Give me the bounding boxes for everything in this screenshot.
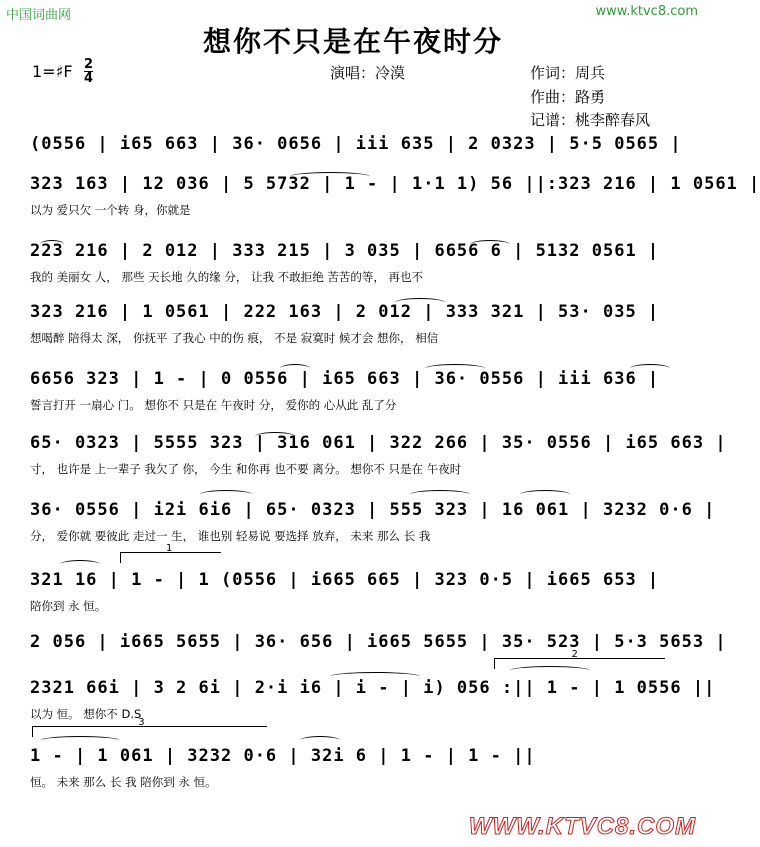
tie-mark [470, 240, 510, 249]
tie-mark [395, 298, 445, 307]
volta-ending-3: 3 [32, 726, 267, 737]
lyrics-line: 以为 爱只欠 一个转 身，你就是 [30, 203, 191, 217]
site-url-right: www.ktvc8.com [595, 4, 698, 19]
site-watermark: WWW.KTVC8.COM [468, 813, 696, 840]
tie-mark [425, 364, 485, 373]
key-signature: 1=♯F [32, 62, 73, 81]
notation-line: 2321 66i | 3 2 6i | 2·i i6 | i - | i) 056 :|| 1 - | 1 0556 || [30, 678, 716, 698]
time-signature-top: 2 [84, 57, 94, 72]
notation-line: 223 216 | 2 012 | 333 215 | 3 035 | 6656 6 | 5132 0561 | [30, 241, 660, 261]
time-signature-bottom: 4 [84, 71, 94, 86]
site-name-left: 中国词曲网 [6, 8, 72, 23]
lyrics-line: 想喝醉 陪得太 深， 你抚平 了我心 中的伤 痕， 不是 寂寞时 候才会 想你， 相信 [30, 331, 439, 345]
notation-line: 36· 0556 | i2i 6i6 | 65· 0323 | 555 323 | 16 061 | 3232 0·6 | [30, 500, 716, 520]
transcriber-credit: 记谱：桃李醉春风 [530, 111, 651, 129]
tie-mark [40, 240, 64, 249]
volta-ending-1: 1 [120, 552, 221, 563]
tie-mark [280, 364, 310, 373]
tie-mark [200, 490, 252, 499]
notation-line: 1 - | 1 061 | 3232 0·6 | 32i 6 | 1 - | 1 - || [30, 746, 536, 766]
lyricist-credit: 作词：周兵 [530, 64, 606, 82]
tie-mark [300, 736, 340, 745]
lyrics-line: 恒。 未来 那么 长 我 陪你到 永 恒。 [30, 775, 217, 789]
notation-line: (0556 | i65 663 | 36· 0656 | iii 635 | 2 0323 | 5·5 0565 | [30, 134, 682, 154]
notation-line: 2 056 | i665 5655 | 36· 656 | i665 5655 | 35· 523 | 5·3 5653 | [30, 632, 727, 652]
singer-credit: 演唱：冷漠 [330, 64, 406, 82]
notation-line: 65· 0323 | 5555 323 | 316 061 | 322 266 | 35· 0556 | i65 663 | [30, 433, 727, 453]
notation-line: 6656 323 | 1 - | 0 0556 | i65 663 | 36· 0556 | iii 636 | [30, 369, 660, 389]
notation-line: 323 163 | 12 036 | 5 5732 | 1 - | 1·1 1) 56 ||:323 216 | 1 0561 | [30, 174, 760, 194]
tie-mark [255, 432, 295, 441]
notation-line: 323 216 | 1 0561 | 222 163 | 2 012 | 333 321 | 53· 035 | [30, 302, 660, 322]
lyrics-line: 分， 爱你就 要彼此 走过一 生， 谁也别 轻易说 要选择 放弃， 未来 那么 长 我 [30, 529, 431, 543]
tie-mark [40, 736, 120, 745]
lyrics-line: 陪你到 永 恒。 [30, 599, 107, 613]
tie-mark [60, 560, 100, 569]
lyrics-line: 寸， 也许是 上一辈子 我欠了 你， 今生 和你再 也不要 离分。 想你不 只是在 午夜时 [30, 462, 462, 476]
song-title: 想你不只是在午夜时分 [202, 25, 503, 58]
notation-line: 321 16 | 1 - | 1 (0556 | i665 665 | 323 0·5 | i665 653 | [30, 570, 660, 590]
composer-credit: 作曲：路勇 [530, 88, 606, 106]
tie-mark [410, 490, 470, 499]
tie-mark [330, 672, 420, 681]
tie-mark [520, 490, 570, 499]
lyrics-line: 以为 恒。 想你不 D.S [30, 707, 142, 721]
volta-ending-2: 2 [494, 658, 665, 669]
time-signature [84, 58, 93, 85]
tie-mark [290, 172, 370, 181]
lyrics-line: 誓言打开 一扇心 门。 想你不 只是在 午夜时 分， 爱你的 心从此 乱了分 [30, 398, 397, 412]
lyrics-line: 我的 美丽女 人， 那些 天长地 久的缘 分， 让我 不敢拒绝 苦苦的等， 再也不 [30, 270, 424, 284]
tie-mark [630, 364, 670, 373]
